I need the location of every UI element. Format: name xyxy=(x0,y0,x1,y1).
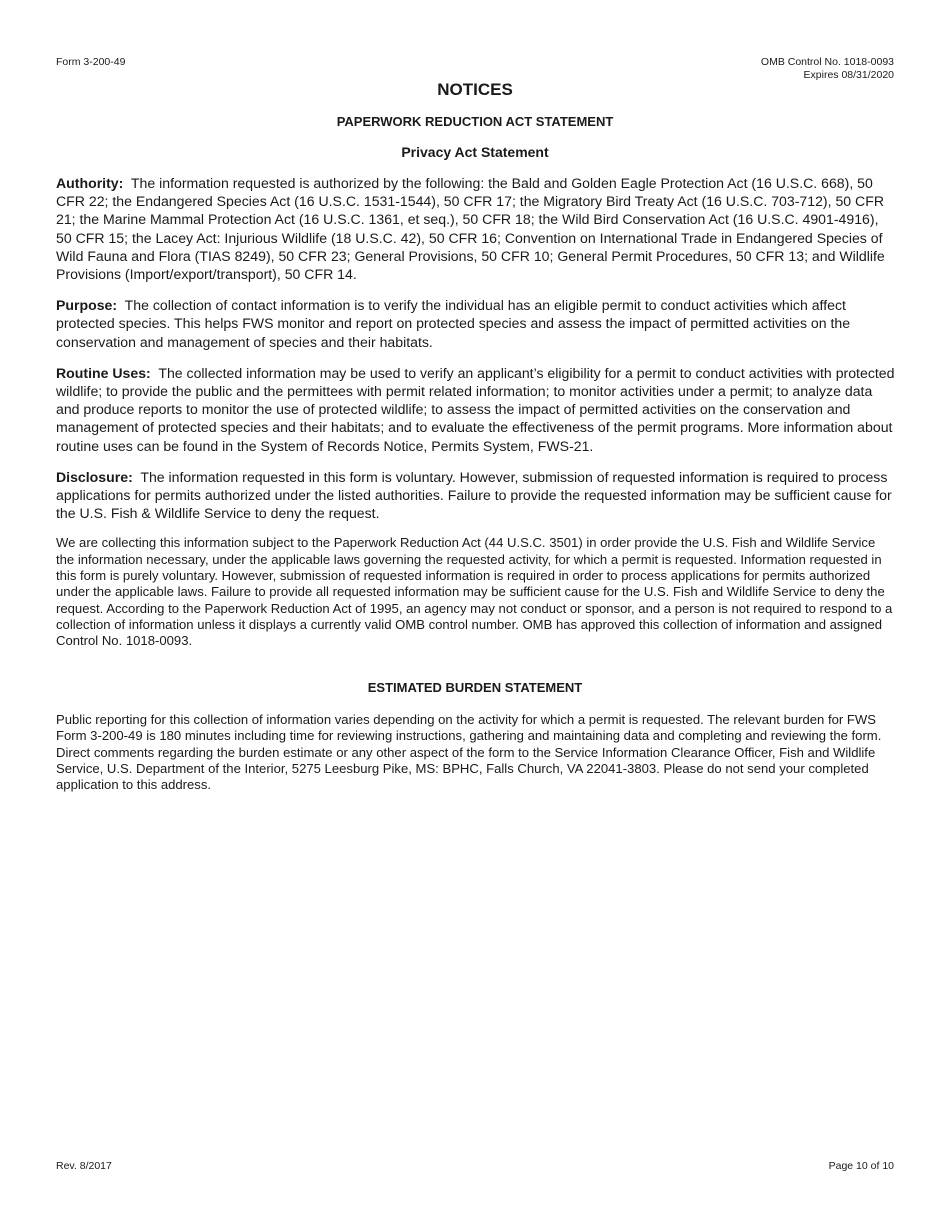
revision-date: Rev. 8/2017 xyxy=(56,1160,112,1172)
routine-uses-label: Routine Uses: xyxy=(56,364,151,381)
purpose-text: The collection of contact information is to verify the individual has an eligible permit to conduct activities which affect protected species. This helps FWS monitor and report on protected species and assess the impact of permitted activities on the conservation and management of species and their habitats. xyxy=(56,297,851,350)
burden-paragraph: Public reporting for this collection of information varies depending on the activity for which a permit is requested. The relevant burden for FWS Form 3-200-49 is 180 minutes including time for reviewing instructions, gathering and maintaining data and completing and reviewing the form. Direct comments regarding the burden estimate or any other aspect of the form to the Service Information Clearance Officer, Fish and Wildlife Service, U.S. Department of the Interior, 5275 Leesburg Pike, MS: BPHC, Falls Church, VA 22041-3803. Please do not send your completed application to this address. xyxy=(56,712,882,793)
burden-heading: ESTIMATED BURDEN STATEMENT xyxy=(367,680,583,695)
routine-uses-text: The collected information may be used to verify an applicant’s eligibility for a permit to conduct activities with protected wildlife; to provide the public and the permittees with permit related information; to monitor activities under a permit; to analyze data and produce reports to monitor the use of protected wildlife; to assess the impact of permitted activities on the conservation and management of protected species and their habitats; and to evaluate the effectiveness of the permit programs. More information about routine uses can be found in the System of Records Notice, Permits System, FWS-21. xyxy=(56,364,895,454)
disclosure-paragraph xyxy=(56,468,896,523)
privacy-act-heading: Privacy Act Statement xyxy=(401,144,549,160)
page-title: NOTICES xyxy=(437,80,513,99)
omb-control-number: OMB Control No. 1018-0093 xyxy=(760,56,894,68)
routine-uses-paragraph xyxy=(56,364,896,455)
purpose-label: Purpose: xyxy=(56,297,118,314)
purpose-paragraph xyxy=(56,296,896,351)
authority-paragraph xyxy=(56,174,896,283)
omb-control-block xyxy=(761,56,894,82)
privacy-act-body xyxy=(56,174,896,650)
authority-label: Authority: xyxy=(56,175,124,191)
disclosure-label: Disclosure: xyxy=(56,468,133,485)
paperwork-paragraph: We are collecting this information subject to the Paperwork Reduction Act (44 U.S.C. 3501) in order provide the U.S. Fish and Wildlife Service the information necessary, under the applicable laws governing the requested activity, for which a permit is requested. Information requested in this form is purely voluntary. However, submission of requested information is required in order to process applications for permits authorized under the applicable laws. Failure to provide all requested information may be sufficient cause for the U.S. Fish and Wildlife Service to deny the request. According to the Paperwork Reduction Act of 1995, an agency may not conduct or sponsor, and a person is not required to respond to a collection of information unless it displays a currently valid OMB control number. OMB has approved this collection of information and assigned Control No. 1018-0093. xyxy=(56,535,893,649)
authority-text: The information requested is authorized by the following: the Bald and Golden Eagle Protection Act (16 U.S.C. 668), 50 CFR 22; the Endangered Species Act (16 U.S.C. 1531-1544), 50 CFR 17; the Migratory Bird Treaty Act (16 U.S.C. 703-712), 50 CFR 21; the Marine Mammal Protection Act (16 U.S.C. 1361, et seq.), 50 CFR 18; the Wild Bird Conservation Act (16 U.S.C. 4901-4916), 50 CFR 15; the Lacey Act: Injurious Wildlife (18 U.S.C. 42), 50 CFR 16; Convention on International Trade in Endangered Species of Wild Fauna and Flora (TIAS 8249), 50 CFR 23; General Provisions, 50 CFR 10; General Permit Procedures, 50 CFR 13; and Wildlife Provisions (Import/export/transport), 50 CFR 14. xyxy=(56,175,885,283)
expiration-date: Expires 08/31/2020 xyxy=(803,69,894,81)
page-number: Page 10 of 10 xyxy=(828,1160,894,1172)
paperwork-reduction-heading: PAPERWORK REDUCTION ACT STATEMENT xyxy=(336,114,614,129)
disclosure-text: The information requested in this form is voluntary. However, submission of requested information is required to process applications for permits authorized under the listed authorities. Failure to provide the requested information may be sufficient cause for the U.S. Fish & Wildlife Service to deny the request. xyxy=(56,468,892,522)
form-number: Form 3-200-49 xyxy=(56,56,126,68)
